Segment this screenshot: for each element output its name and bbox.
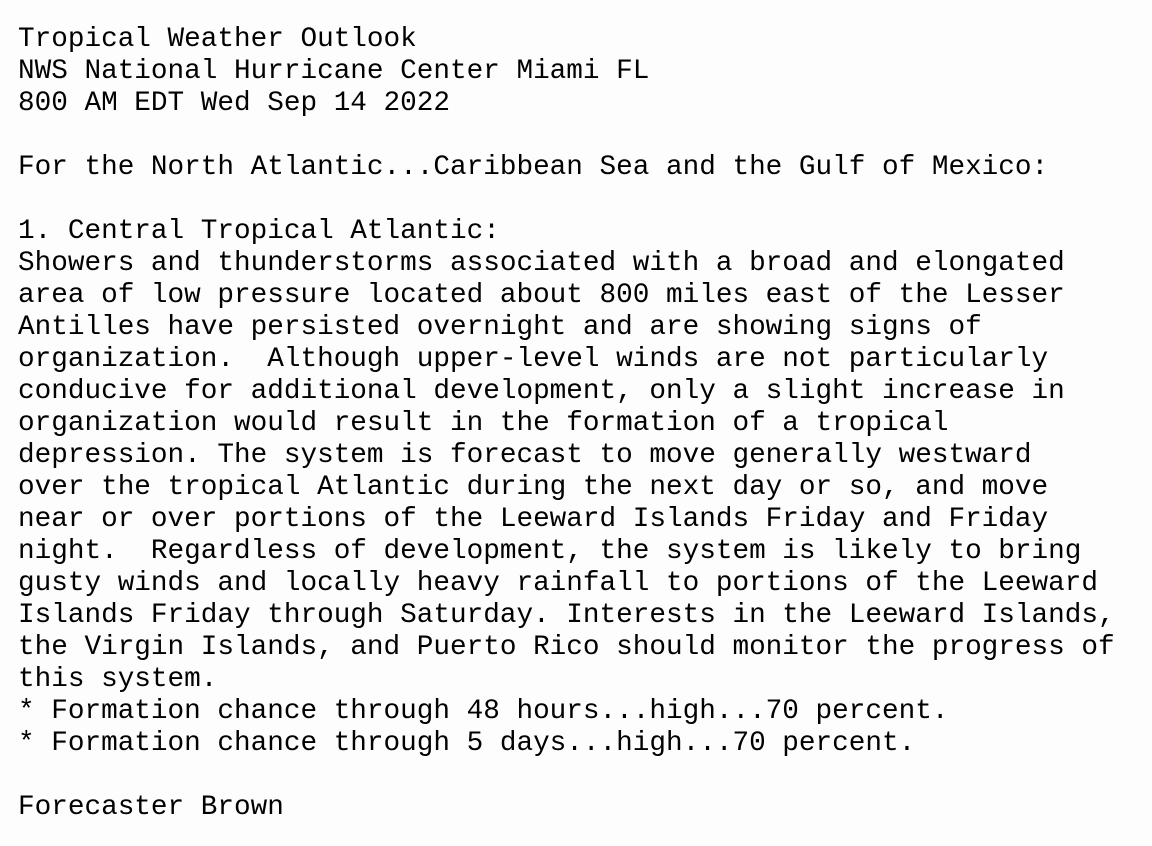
body-line: near or over portions of the Leeward Islands Friday and Friday — [18, 504, 1049, 535]
body-line: Antilles have persisted overnight and are showing signs of — [18, 312, 982, 343]
issue-time: 800 AM EDT Wed Sep 14 2022 — [18, 88, 450, 119]
body-line: depression. The system is forecast to move generally westward — [18, 440, 1032, 471]
body-line: Showers and thunderstorms associated with a broad and elongated — [18, 248, 1065, 279]
body-line: night. Regardless of development, the system is likely to bring — [18, 536, 1082, 567]
body-line: conducive for additional development, only a slight increase in — [18, 376, 1065, 407]
body-line: gusty winds and locally heavy rainfall to portions of the Leeward — [18, 568, 1098, 599]
formation-chance-48h: * Formation chance through 48 hours...high...70 percent. — [18, 696, 949, 727]
body-line: organization. Although upper-level winds are not particularly — [18, 344, 1049, 375]
blank-line — [18, 120, 1115, 152]
document-title: Tropical Weather Outlook — [18, 24, 417, 55]
body-line: area of low pressure located about 800 miles east of the Lesser — [18, 280, 1065, 311]
body-line: Islands Friday through Saturday. Interests in the Leeward Islands, — [18, 600, 1115, 631]
body-line: this system. — [18, 664, 218, 695]
blank-line — [18, 184, 1115, 216]
outlook-document — [18, 24, 1115, 824]
blank-line — [18, 760, 1115, 792]
issuing-office: NWS National Hurricane Center Miami FL — [18, 56, 650, 87]
body-line: organization would result in the formation of a tropical — [18, 408, 949, 439]
formation-chance-5d: * Formation chance through 5 days...high...70 percent. — [18, 728, 916, 759]
forecaster-signature: Forecaster Brown — [18, 792, 284, 823]
item-heading: 1. Central Tropical Atlantic: — [18, 216, 500, 247]
region-statement: For the North Atlantic...Caribbean Sea and the Gulf of Mexico: — [18, 152, 1049, 183]
body-line: over the tropical Atlantic during the next day or so, and move — [18, 472, 1049, 503]
body-line: the Virgin Islands, and Puerto Rico should monitor the progress of — [18, 632, 1115, 663]
